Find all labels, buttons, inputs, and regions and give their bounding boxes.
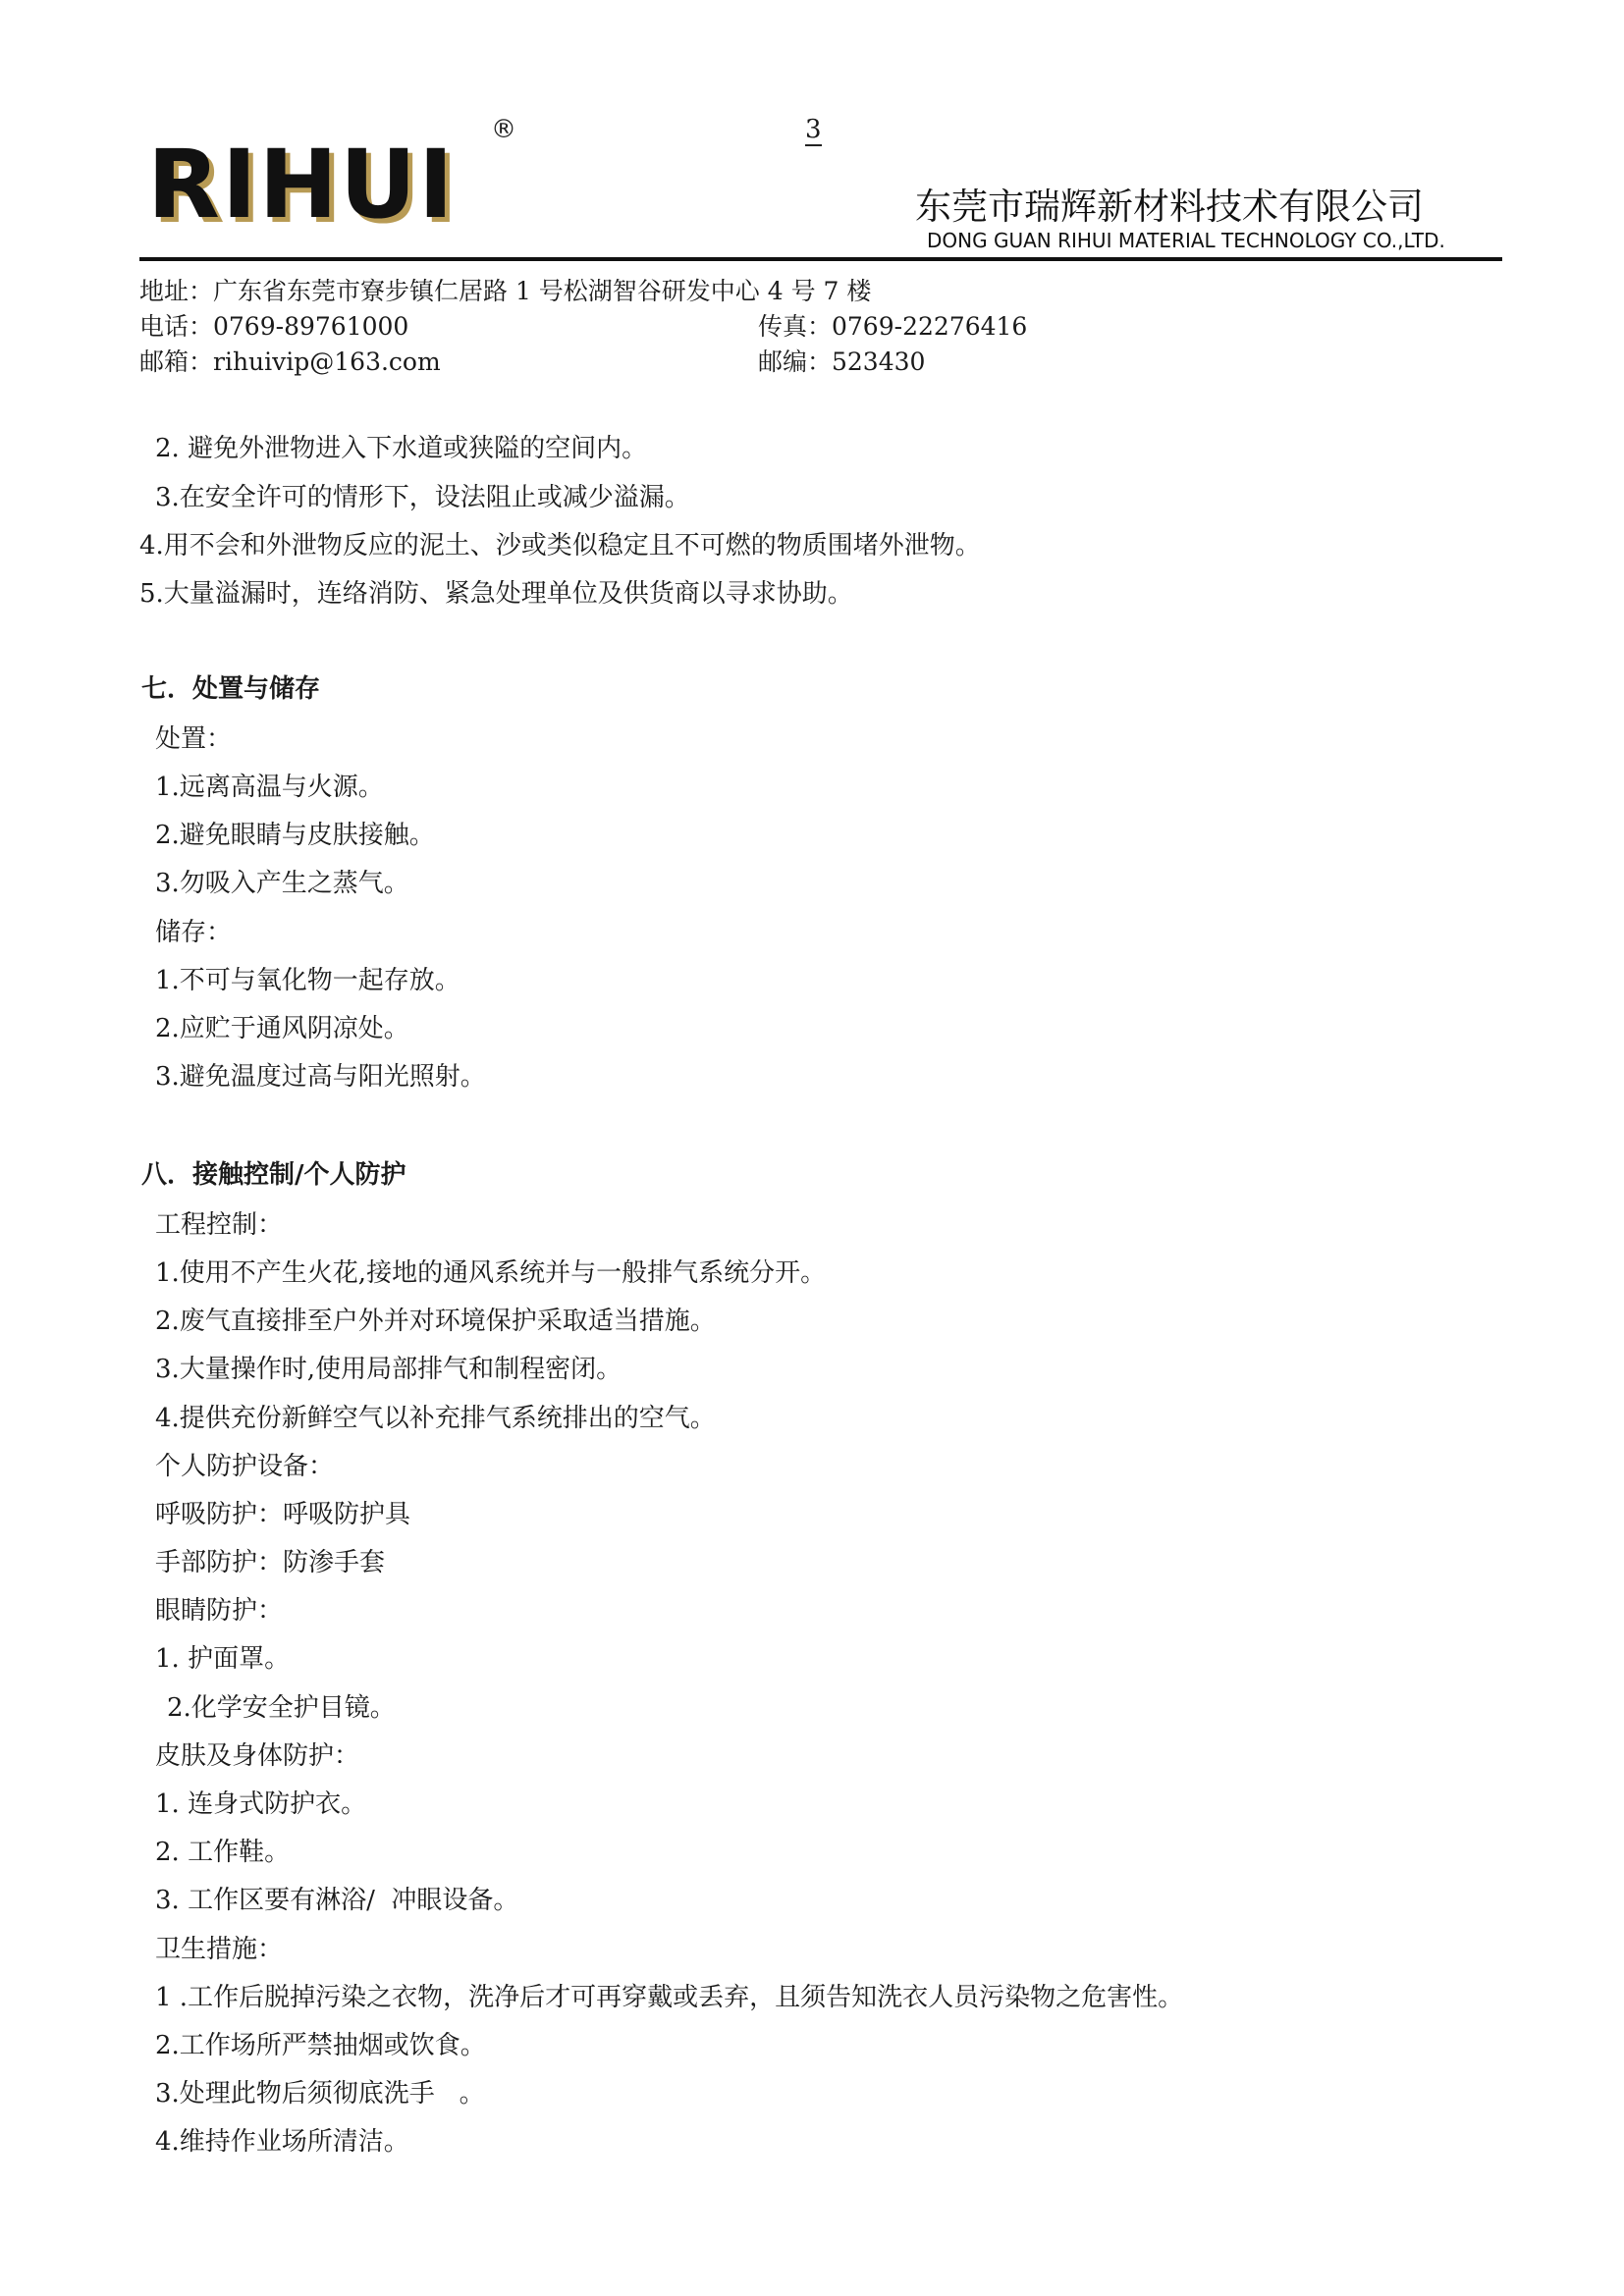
section-8-line: 2.工作场所严禁抽烟或饮食。 [155,2031,486,2060]
contact-address: 地址：广东省东莞市寮步镇仁居路 1 号松湖智谷研发中心 4 号 7 楼 [139,277,872,305]
section-8-line: 皮肤及身体防护： [155,1741,360,1771]
header-divider [139,257,1502,261]
section-8-title: 八．接触控制/个人防护 [141,1160,406,1190]
company-logo: RIHUI [147,130,456,240]
contact-postcode: 邮编：523430 [758,347,926,376]
company-name-cn: 东莞市瑞辉新材料技术有限公司 [915,186,1424,228]
section-7-line: 1.不可与氧化物一起存放。 [155,966,460,995]
spill-item: 3.在安全许可的情形下，设法阻止或减少溢漏。 [155,483,690,512]
section-8-line: 1.使用不产生火花,接地的通风系统并与一般排气系统分开。 [155,1258,827,1288]
section-7-line: 2.避免眼睛与皮肤接触。 [155,821,435,850]
section-8-line: 2.废气直接排至户外并对环境保护采取适当措施。 [155,1307,716,1336]
section-7-title: 七．处置与储存 [141,674,321,704]
section-7-line: 储存： [155,918,233,947]
spill-item: 4.用不会和外泄物反应的泥土、沙或类似稳定且不可燃的物质围堵外泄物。 [139,531,981,561]
contact-phone: 电话：0769-89761000 [139,312,409,341]
section-8-line: 2.化学安全护目镜。 [167,1693,396,1723]
section-8-line: 4.提供充份新鲜空气以补充排气系统排出的空气。 [155,1404,716,1433]
page-number: 3 [805,115,822,144]
section-8-line: 3.处理此物后须彻底洗手 。 [155,2079,485,2109]
section-8-line: 1 .工作后脱掉污染之衣物，洗净后才可再穿戴或丢弃，且须告知洗衣人员污染物之危害性。 [155,1983,1184,2012]
section-8-line: 眼睛防护： [155,1596,284,1626]
section-8-line: 个人防护设备： [155,1452,335,1481]
section-8-line: 1. 连身式防护衣。 [155,1789,367,1819]
contact-fax: 传真：0769-22276416 [758,312,1028,341]
section-8-line: 呼吸防护：呼吸防护具 [155,1500,411,1529]
section-7-line: 2.应贮于通风阴凉处。 [155,1014,409,1043]
contact-email: 邮箱：rihuivip@163.com [139,347,441,376]
section-8-line: 2. 工作鞋。 [155,1838,291,1867]
section-7-line: 处置： [155,724,233,754]
section-8-line: 卫生措施： [155,1935,284,1964]
section-8-line: 3. 工作区要有淋浴/ 冲眼设备。 [155,1886,519,1915]
section-8-line: 1. 护面罩。 [155,1644,291,1674]
registered-mark: ® [491,115,516,144]
section-8-line: 3.大量操作时,使用局部排气和制程密闭。 [155,1355,623,1384]
spill-item: 5.大量溢漏时，连络消防、紧急处理单位及供货商以寻求协助。 [139,579,853,609]
section-8-line: 手部防护：防渗手套 [155,1548,386,1577]
section-8-line: 工程控制： [155,1210,284,1240]
section-7-line: 3.避免温度过高与阳光照射。 [155,1062,486,1092]
spill-item: 2. 避免外泄物进入下水道或狭隘的空间内。 [155,434,648,463]
section-7-line: 1.远离高温与火源。 [155,773,384,802]
section-8-line: 4.维持作业场所清洁。 [155,2127,409,2157]
section-7-line: 3.勿吸入产生之蒸气。 [155,869,409,898]
company-name-en: DONG GUAN RIHUI MATERIAL TECHNOLOGY CO.,LTD. [927,229,1445,252]
